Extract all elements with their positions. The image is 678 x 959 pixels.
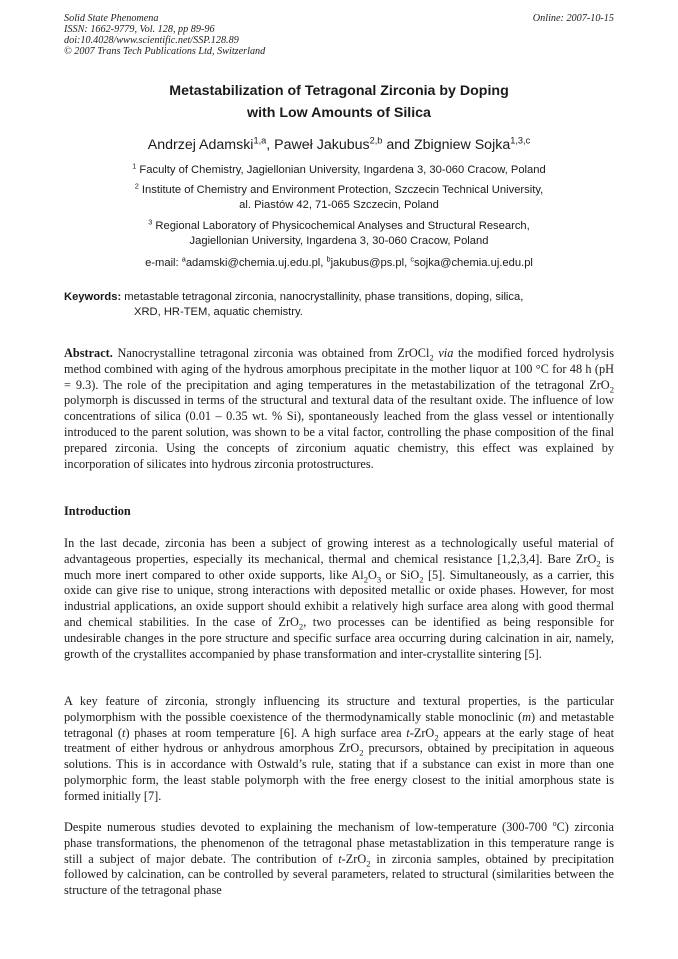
author-separator: , — [266, 137, 275, 153]
body-text: -ZrO — [341, 851, 367, 866]
email-superscript: a — [181, 254, 186, 264]
body-text: ) phases at room temperature [6]. A high surface area — [125, 725, 407, 740]
body-text: t — [338, 851, 342, 866]
body-text: t — [122, 725, 126, 740]
body-text: O — [368, 567, 377, 582]
abstract-text: Nanocrystalline tetragonal zirconia was obtained from ZrOCl — [112, 346, 430, 360]
copyright-line: © 2007 Trans Tech Publications Ltd, Switzerland — [64, 46, 266, 57]
keywords-text: XRD, HR-TEM, aquatic chemistry. — [134, 306, 303, 318]
body-text: -ZrO — [409, 725, 435, 740]
body-text: C) zirconia phase transformations, the phenomenon of the tetragonal phase metastablization in this temperature range is still a subject of major debate. The contribution of — [64, 820, 614, 866]
abstract-paragraph — [64, 346, 614, 472]
affiliation-text: Jagiellonian University, Ingardena 3, 30-060 Cracow, Poland — [189, 235, 489, 247]
body-text: in zirconia samples, obtained by precipitation followed by calcination, can be controlled by several parameters, related to structural (similarities between the structure of the tetragonal phase — [64, 851, 614, 898]
affiliation-text: Faculty of Chemistry, Jagiellonian University, Ingardena 3, 30-060 Cracow, Poland — [136, 164, 546, 176]
body-text: A key feature of zirconia, strongly influencing its structure and textural properties, is the particular polymorphism with the possible coexistence of the thermodynamically stable monoclinic ( — [64, 694, 614, 724]
affiliation-3 — [60, 219, 618, 249]
email-superscript: b — [326, 254, 331, 264]
body-text: m — [522, 709, 531, 724]
author-superscript: 2,b — [369, 135, 383, 146]
subscript: 3 — [376, 574, 382, 585]
abstract-label: Abstract. — [64, 346, 113, 360]
email-address: adamski@chemia.uj.edu.pl, — [185, 257, 327, 269]
subscript: 2 — [359, 747, 364, 758]
email-superscript: c — [410, 254, 414, 264]
author-separator: and — [382, 137, 414, 153]
abstract-text: polymorph is discussed in terms of the structural and textural data of the resultant oxide. The influence of low concentrations of silica (0.01 – 0.35 wt. % Si), spontaneously leached from the glass vessel or intentionally introduced to the parent solution, was shown to be a vital factor, controlling the phase composition of the final prepared zirconia. Using the concepts of zirconium aquatic chemistry, this effect was explained by incorporation of silicates into hydrous zirconia protostructures. — [64, 393, 614, 471]
body-text: In the last decade, zirconia has been a subject of growing interest as a technologically useful material of advantageous properties, especially its mechanical, thermal and chemical resistance [1,2,3,4]. Bare ZrO — [64, 536, 614, 566]
online-date: Online: 2007-10-15 — [532, 13, 614, 24]
subscript: 2 — [596, 558, 601, 569]
title-line-1: Metastabilization of Tetragonal Zirconia by Doping — [169, 83, 509, 99]
subscript: 2 — [434, 732, 439, 743]
journal-header — [64, 13, 265, 57]
keywords-label: Keywords: — [64, 291, 122, 303]
email-address: sojka@chemia.uj.edu.pl — [413, 257, 533, 269]
body-paragraph-1 — [64, 536, 614, 662]
affiliation-text: Regional Laboratory of Physicochemical Analyses and Structural Research, — [152, 220, 530, 232]
author-list — [60, 136, 618, 154]
body-text: [5]. Simultaneously, as a carrier, this oxide can give rise to unique, strong interactions with deposited metallic or oxide phases. However, for most industrial applications, an oxide support should exhibit a relatively high surface area along with good thermal and chemical stabilities. In the case of ZrO — [64, 567, 614, 629]
section-heading-introduction: Introduction — [64, 504, 131, 518]
abstract-text: the modified forced hydrolysis method combined with aging of the hydrous amorphous precipitate in the mother liquor at 100 °C for 48 h (pH = 9.3). The role of the precipitation and aging temperatures in the metastabilization of the tetragonal ZrO — [64, 346, 614, 392]
abstract-text: via — [438, 346, 454, 360]
author-superscript: 1,3,c — [510, 135, 531, 146]
author-superscript: 1,a — [253, 135, 267, 146]
body-paragraph-3 — [64, 820, 614, 899]
body-text: appears at the early stage of heat treatment of either hydrous or anhydrous amorphous ZrO — [64, 725, 614, 756]
body-text: t — [406, 725, 410, 740]
body-text: Despite numerous studies devoted to explaining the mechanism of low-temperature (300-700 — [64, 820, 553, 834]
email-line — [60, 256, 618, 271]
affiliation-number: 3 — [148, 217, 153, 227]
author-name: Andrzej Adamski — [147, 137, 254, 153]
keywords-text: metastable tetragonal zirconia, nanocrystallinity, phase transitions, doping, silica, — [121, 291, 524, 303]
body-paragraph-2 — [64, 694, 614, 805]
body-text: or SiO — [381, 567, 420, 582]
affiliation-2 — [60, 183, 618, 213]
doi-line: doi:10.4028/www.scientific.net/SSP.128.89 — [64, 35, 239, 46]
subscript: 2 — [298, 621, 304, 632]
body-text: precursors, obtained by precipitation in aqueous solutions. This is in accordance with Ostwald’s rule, stating that if a substance can exist in more than one polymorphic form, the least stable polymorph with the free energy closest to the initial amorphous state is formed initially [7]. — [64, 741, 614, 803]
subscript: 2 — [366, 858, 371, 869]
email-label: e-mail: — [145, 257, 182, 269]
subscript: 2 — [419, 574, 424, 585]
body-text: ) and metastable tetragonal ( — [64, 709, 614, 740]
author-name: Zbigniew Sojka — [414, 137, 511, 153]
affiliation-number: 1 — [132, 161, 137, 171]
superscript: o — [552, 818, 557, 828]
subscript: 2 — [429, 352, 434, 363]
body-text: , two processes can be identified as being responsible for undesirable changes in the pore structure and specific surface area occurring during calcination in air, namely, growth of the crystallites accompanied by phase transformation and inter-crystallite sintering [5]. — [64, 614, 614, 661]
author-name: Paweł Jakubus — [274, 137, 370, 153]
affiliation-text: Institute of Chemistry and Environment Protection, Szczecin Technical University, — [138, 184, 544, 196]
body-text: is much more inert compared to other oxide supports, like Al — [64, 551, 615, 582]
journal-name: Solid State Phenomena — [64, 13, 159, 24]
affiliation-text: al. Piastów 42, 71-065 Szczecin, Poland — [239, 199, 439, 211]
email-address: jakubus@ps.pl, — [330, 257, 411, 269]
issn-line: ISSN: 1662-9779, Vol. 128, pp 89-96 — [64, 24, 215, 35]
affiliation-1 — [60, 163, 618, 178]
paper-title — [60, 80, 618, 124]
title-line-2: with Low Amounts of Silica — [247, 105, 431, 121]
subscript: 2 — [609, 384, 614, 395]
subscript: 2 — [363, 574, 368, 585]
keywords-block — [64, 290, 614, 320]
affiliation-number: 2 — [134, 181, 139, 191]
